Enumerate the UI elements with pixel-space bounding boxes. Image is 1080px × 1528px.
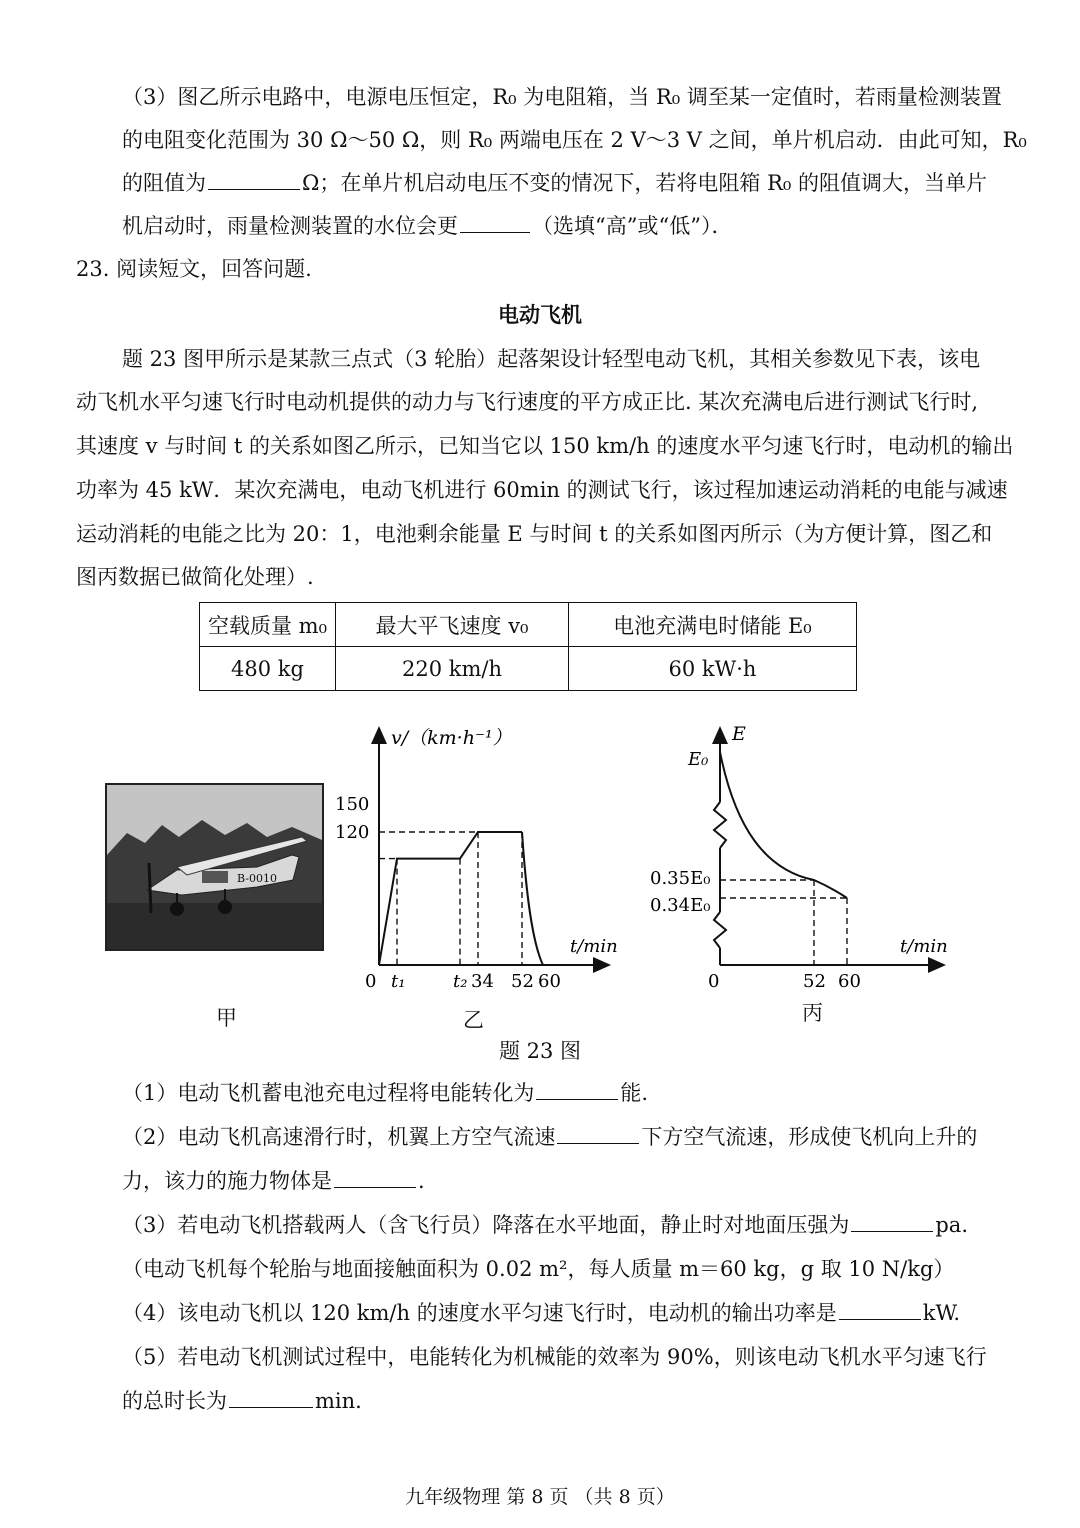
x-tick-34: 34 [471, 971, 494, 992]
passage-line-3: 其速度 v 与时间 t 的关系如图乙所示，已知当它以 150 km/h 的速度水平匀速飞行时，电动机的输出 [76, 434, 1014, 458]
figure-caption: 题 23 图 [498, 1039, 582, 1063]
answer-blank-2a[interactable] [557, 1123, 639, 1144]
parameter-table [199, 602, 857, 691]
answer-blank-4[interactable] [839, 1299, 921, 1320]
t-axis-label: t/min [900, 936, 948, 957]
q22-line-4 [122, 211, 732, 241]
passage-line-2: 动飞机水平匀速飞行时电动机提供的动力与飞行速度的平方成正比. 某次充满电后进行测试飞行时, [76, 390, 979, 414]
table-cell: 480 kg [200, 647, 336, 691]
question-4-unit: kW. [922, 1301, 961, 1325]
figure-label-jia: 甲 [216, 1006, 237, 1030]
question-1-end: 能. [620, 1081, 649, 1105]
energy-time-chart [650, 720, 950, 1000]
table-cell: 220 km/h [336, 647, 569, 691]
passage-title: 电动飞机 [498, 302, 582, 327]
question-3 [122, 1210, 968, 1240]
deceleration-curve [522, 832, 543, 965]
answer-blank-1[interactable] [536, 1079, 618, 1100]
e-axis-label: E [732, 723, 746, 745]
airplane-photo [105, 783, 324, 951]
question-2-force-text: 力，该力的施力物体是 [122, 1169, 332, 1193]
question-1 [122, 1078, 648, 1108]
question-3-text: （3）若电动飞机搭载两人（含飞行员）降落在水平地面，静止时对地面压强为 [122, 1213, 850, 1237]
answer-blank-2b[interactable] [334, 1167, 416, 1188]
q23-intro: 23. 阅读短文，回答问题. [76, 257, 312, 281]
q22-line-3-end: Ω；在单片机启动电压不变的情况下，若将电阻箱 R₀ 的阻值调大，当单片 [302, 171, 987, 195]
q22-line-2: 的电阻变化范围为 30 Ω～50 Ω，则 R₀ 两端电压在 2 V～3 V 之间，单片机启动．由此可知，R₀ [122, 128, 1027, 152]
table-header-cell: 电池充满电时储能 E₀ [569, 603, 857, 647]
question-2 [122, 1122, 977, 1152]
answer-blank-r0[interactable] [208, 169, 300, 190]
question-3-note: （电动飞机每个轮胎与地面接触面积为 0.02 m²，每人质量 m＝60 kg，g 取 10 N/kg） [122, 1257, 955, 1281]
question-4-text: （4）该电动飞机以 120 km/h 的速度水平匀速飞行时，电动机的输出功率是 [122, 1301, 837, 1325]
question-5-text: 的总时长为 [122, 1389, 227, 1413]
x-tick-0: 0 [365, 971, 377, 992]
passage-line-1: 题 23 图甲所示是某款三点式（3 轮胎）起落架设计轻型电动飞机，其相关参数见下表，该电 [122, 347, 981, 371]
question-2-end: . [418, 1169, 425, 1193]
answer-blank-water-level[interactable] [460, 212, 530, 233]
q22-line-3-start: 的阻值为 [122, 171, 206, 195]
t-tick-60: 60 [838, 971, 861, 992]
t-tick-0: 0 [708, 971, 720, 992]
question-4 [122, 1298, 960, 1328]
energy-curve [720, 752, 847, 898]
passage-line-4: 功率为 45 kW．某次充满电，电动飞机进行 60min 的测试飞行，该过程加速运动消耗的电能与减速 [76, 478, 1008, 502]
figure-label-bing: 丙 [802, 1001, 823, 1025]
question-3-unit: pa. [935, 1213, 968, 1237]
x-tick-60: 60 [538, 971, 561, 992]
y-tick-150: 150 [335, 794, 370, 815]
question-5-unit: min. [315, 1389, 362, 1413]
question-5-line-2 [122, 1386, 362, 1416]
page-footer: 九年级物理 第 8 页 （共 8 页） [405, 1486, 675, 1508]
question-1-text: （1）电动飞机蓄电池充电过程将电能转化为 [122, 1081, 535, 1105]
energy-marks [712, 752, 847, 965]
aircraft-registration: B-0010 [237, 872, 277, 885]
velocity-line [379, 832, 522, 965]
x-tick-52: 52 [511, 971, 534, 992]
table-cell: 60 kW·h [569, 647, 857, 691]
q22-line-3 [122, 168, 987, 198]
t-tick-52: 52 [803, 971, 826, 992]
x-axis-label: t/min [570, 936, 618, 957]
table-header-row [200, 603, 857, 647]
e-tick-035: 0.35E₀ [650, 868, 711, 889]
q22-line-4-start: 机启动时，雨量检测装置的水位会更 [122, 214, 458, 238]
question-5: （5）若电动飞机测试过程中，电能转化为机械能的效率为 90%，则该电动飞机水平匀速飞行 [122, 1345, 987, 1369]
y-tick-120: 120 [335, 822, 370, 843]
figure-label-yi: 乙 [463, 1008, 484, 1032]
question-2-cont: 下方空气流速，形成使飞机向上升的 [641, 1125, 978, 1149]
passage-line-6: 图丙数据已做简化处理）. [76, 565, 314, 589]
x-tick-t1: t₁ [391, 971, 406, 992]
q22-line-4-end: （选填“高”或“低”）． [532, 214, 733, 238]
y-axis-label: v/（km·h⁻¹） [391, 727, 512, 749]
answer-blank-3[interactable] [851, 1211, 933, 1232]
x-tick-t2: t₂ [453, 971, 468, 992]
passage-line-5: 运动消耗的电能之比为 20：1，电池剩余能量 E 与时间 t 的关系如图丙所示（为方便计算，图乙和 [76, 522, 993, 546]
table-row [200, 647, 857, 691]
table-header-cell: 空载质量 m₀ [200, 603, 336, 647]
e-tick-e0: E₀ [688, 749, 709, 770]
question-2-line-2 [122, 1166, 425, 1196]
airplane-photo-drawing [107, 785, 322, 949]
velocity-marks [379, 832, 543, 965]
e-tick-034: 0.34E₀ [650, 895, 711, 916]
velocity-time-chart [335, 720, 625, 1000]
question-2-text: （2）电动飞机高速滑行时，机翼上方空气流速 [122, 1125, 556, 1149]
q22-line-1: （3）图乙所示电路中，电源电压恒定，R₀ 为电阻箱，当 R₀ 调至某一定值时，若雨量检测装置 [122, 85, 1002, 109]
answer-blank-5[interactable] [229, 1387, 313, 1408]
table-header-cell: 最大平飞速度 v₀ [336, 603, 569, 647]
